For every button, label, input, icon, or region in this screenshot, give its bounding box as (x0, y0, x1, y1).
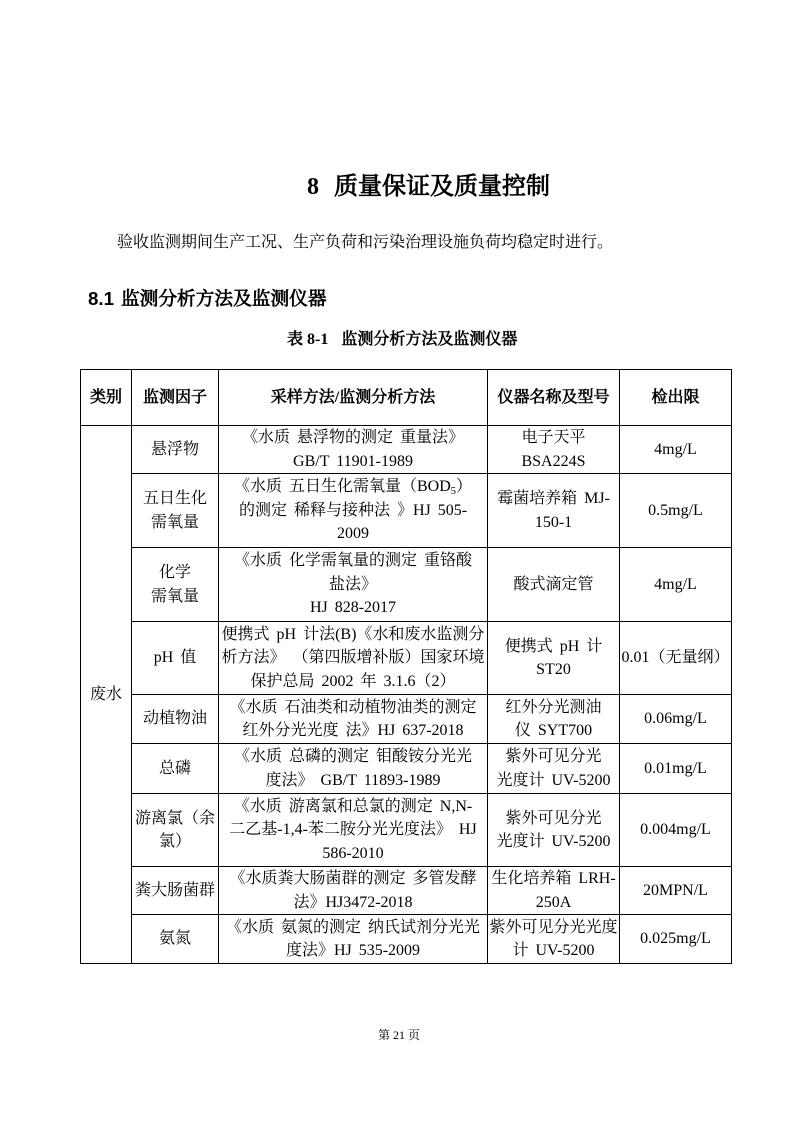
cell-line: 4mg/L (654, 575, 697, 593)
table-label: 表 8-1 (287, 331, 329, 348)
cell-line: 光度计 UV-5200 (496, 771, 611, 789)
table-title: 监测分析方法及监测仪器 (341, 331, 518, 348)
category-label: 废水 (89, 685, 122, 703)
method-cell (219, 474, 488, 548)
cell-line: 析方法》 （第四版增补版）国家环境 (221, 649, 485, 667)
limit-cell (620, 915, 732, 964)
cell-line: HJ 828-2017 (309, 599, 397, 617)
cell-line: 游离氯（余 (134, 809, 215, 827)
cell-line: 二乙基-1,4-苯二胺分光光度法》 HJ (229, 821, 477, 839)
chapter-number: 8 (307, 174, 319, 200)
limit-cell (620, 794, 732, 867)
text-segment: 《水质 五日生化需氧量（BOD (233, 478, 451, 496)
cell-line: 《水质 总磷的测定 钼酸铵分光光 (233, 748, 472, 765)
method-cell (219, 426, 488, 474)
instrument-cell (488, 744, 620, 794)
cell-line: 《水质 游离氯和总氯的测定 N,N- (233, 797, 473, 815)
intro-paragraph: 验收监测期间生产工况、生产负荷和污染治理设施负荷均稳定时进行。 (117, 234, 614, 251)
cell-line: 0.025mg/L (640, 930, 711, 948)
instrument-cell (488, 794, 620, 867)
text-segment: ） (455, 478, 472, 496)
cell-line: 度法》 GB/T 11893-1989 (265, 771, 441, 789)
limit-cell (620, 695, 732, 744)
cell-line: 0.01mg/L (644, 759, 707, 777)
cell-line: 需氧量 (150, 587, 199, 605)
cell-line: 便携式 pH 计法(B)《水和废水监测分 (221, 625, 485, 643)
instrument-cell (488, 474, 620, 548)
table-row (81, 474, 732, 548)
cell-line: 氯） (158, 833, 191, 850)
page-footer: 第 21 页 (378, 1028, 421, 1042)
method-cell (219, 915, 488, 964)
table-row (81, 426, 732, 474)
cell-line: 《水质 悬浮物的测定 重量法》 (241, 429, 464, 446)
cell-line: 霉菌培养箱 MJ- (497, 490, 610, 507)
table-row (81, 548, 732, 622)
cell-line: 仪 SYT700 (514, 722, 593, 739)
table-row (81, 915, 732, 964)
factor-cell (132, 622, 219, 695)
cell-line: 动植物油 (142, 710, 207, 728)
cell-line: 红外分光测油 (505, 698, 602, 716)
cell-line: 150-1 (534, 513, 573, 531)
factor-cell (132, 744, 219, 794)
instrument-cell (488, 622, 620, 695)
cell-line: 氨氮 (158, 930, 191, 948)
cell-line: 总磷 (158, 759, 191, 777)
factor-cell (132, 794, 219, 867)
cell-line: 度法》HJ 535-2009 (285, 942, 421, 959)
factor-cell (132, 695, 219, 744)
limit-cell (620, 744, 732, 794)
instrument-cell (488, 548, 620, 622)
cell-line: 20MPN/L (643, 881, 708, 899)
cell-line: 光度计 UV-5200 (496, 833, 611, 850)
limit-cell (620, 622, 732, 695)
table-caption (287, 331, 517, 349)
chapter-heading (307, 174, 550, 200)
header-factor: 监测因子 (132, 370, 219, 426)
cell-line: 紫外可见分光 (505, 809, 602, 827)
cell-line: 盐法》 (328, 575, 377, 593)
table-row (81, 744, 732, 794)
chapter-title: 质量保证及质量控制 (334, 173, 550, 200)
factor-cell (132, 548, 219, 622)
cell-line: 五日生化 (142, 490, 207, 507)
header-limit: 检出限 (620, 370, 732, 426)
cell-line: GB/T 11901-1989 (293, 452, 413, 470)
table-row (81, 695, 732, 744)
method-cell (219, 744, 488, 794)
cell-line: 酸式滴定管 (513, 575, 594, 593)
table-header-row (81, 370, 732, 426)
cell-line: 法》HJ3472-2018 (293, 893, 413, 911)
header-method: 采样方法/监测分析方法 (219, 370, 488, 426)
cell-line: 生化培养箱 LRH- (491, 870, 616, 887)
category-cell (81, 426, 132, 964)
factor-cell (132, 867, 219, 915)
method-cell (219, 548, 488, 622)
factor-cell (132, 426, 219, 474)
instrument-cell (488, 695, 620, 744)
limit-cell (620, 426, 732, 474)
cell-line: 红外分光光度 法》HJ 637-2018 (242, 722, 464, 739)
cell-line: 2009 (337, 525, 369, 543)
cell-line: 紫外可见分光光度 (489, 918, 618, 936)
cell-line: 的测定 稀释与接种法 》HJ 505- (238, 501, 468, 519)
method-cell (219, 867, 488, 915)
limit-cell (620, 867, 732, 915)
cell-line: 《水质 化学需氧量的测定 重铬酸 (233, 552, 472, 570)
section-heading (88, 289, 327, 309)
table-row (81, 794, 732, 867)
cell-line: 0.004mg/L (640, 821, 711, 839)
cell-line: 《水质 石油类和动植物油类的测定 (229, 698, 477, 716)
method-cell (219, 794, 488, 867)
method-cell (219, 622, 488, 695)
cell-line: 粪大肠菌群 (134, 881, 215, 899)
cell-line: 4mg/L (654, 440, 697, 458)
instrument-cell (488, 867, 620, 915)
limit-cell (620, 474, 732, 548)
factor-cell (132, 915, 219, 964)
monitoring-methods-table (80, 369, 732, 964)
header-instrument: 仪器名称及型号 (488, 370, 620, 426)
table-row (81, 867, 732, 915)
factor-cell (132, 474, 219, 548)
limit-cell (620, 548, 732, 622)
cell-line: 586-2010 (322, 844, 384, 862)
section-number: 8.1 (88, 288, 114, 309)
instrument-cell (488, 426, 620, 474)
cell-line: 电子天平 (521, 429, 586, 446)
cell-line: 化学 (158, 564, 191, 581)
cell-line: 悬浮物 (150, 440, 199, 458)
table-header (81, 370, 732, 426)
cell-line: 《水质粪大肠菌群的测定 多管发酵 (229, 870, 477, 887)
subscript-text: 5 (450, 486, 456, 498)
cell-line: 需氧量 (150, 513, 199, 531)
cell-line: 0.06mg/L (644, 710, 707, 728)
method-cell (219, 695, 488, 744)
table-row (81, 622, 732, 695)
cell-line: 0.01（无量纲） (621, 649, 730, 667)
cell-line: 《水质 氨氮的测定 纳氏试剂分光光 (225, 918, 480, 936)
cell-line: 保护总局 2002 年 3.1.6（2） (250, 672, 456, 690)
cell-line: BSA224S (521, 452, 586, 470)
cell-line: 紫外可见分光 (505, 748, 602, 765)
instrument-cell (488, 915, 620, 964)
cell-line: ST20 (536, 661, 571, 678)
cell-line (220, 475, 486, 499)
table-body (81, 426, 732, 964)
cell-line: pH 值 (153, 649, 197, 667)
cell-line: 250A (535, 893, 572, 911)
header-category: 类别 (81, 370, 132, 426)
section-title: 监测分析方法及监测仪器 (120, 288, 327, 309)
cell-line: 计 UV-5200 (512, 942, 595, 959)
cell-line: 0.5mg/L (648, 501, 703, 519)
cell-line: 便携式 pH 计 (504, 637, 603, 655)
